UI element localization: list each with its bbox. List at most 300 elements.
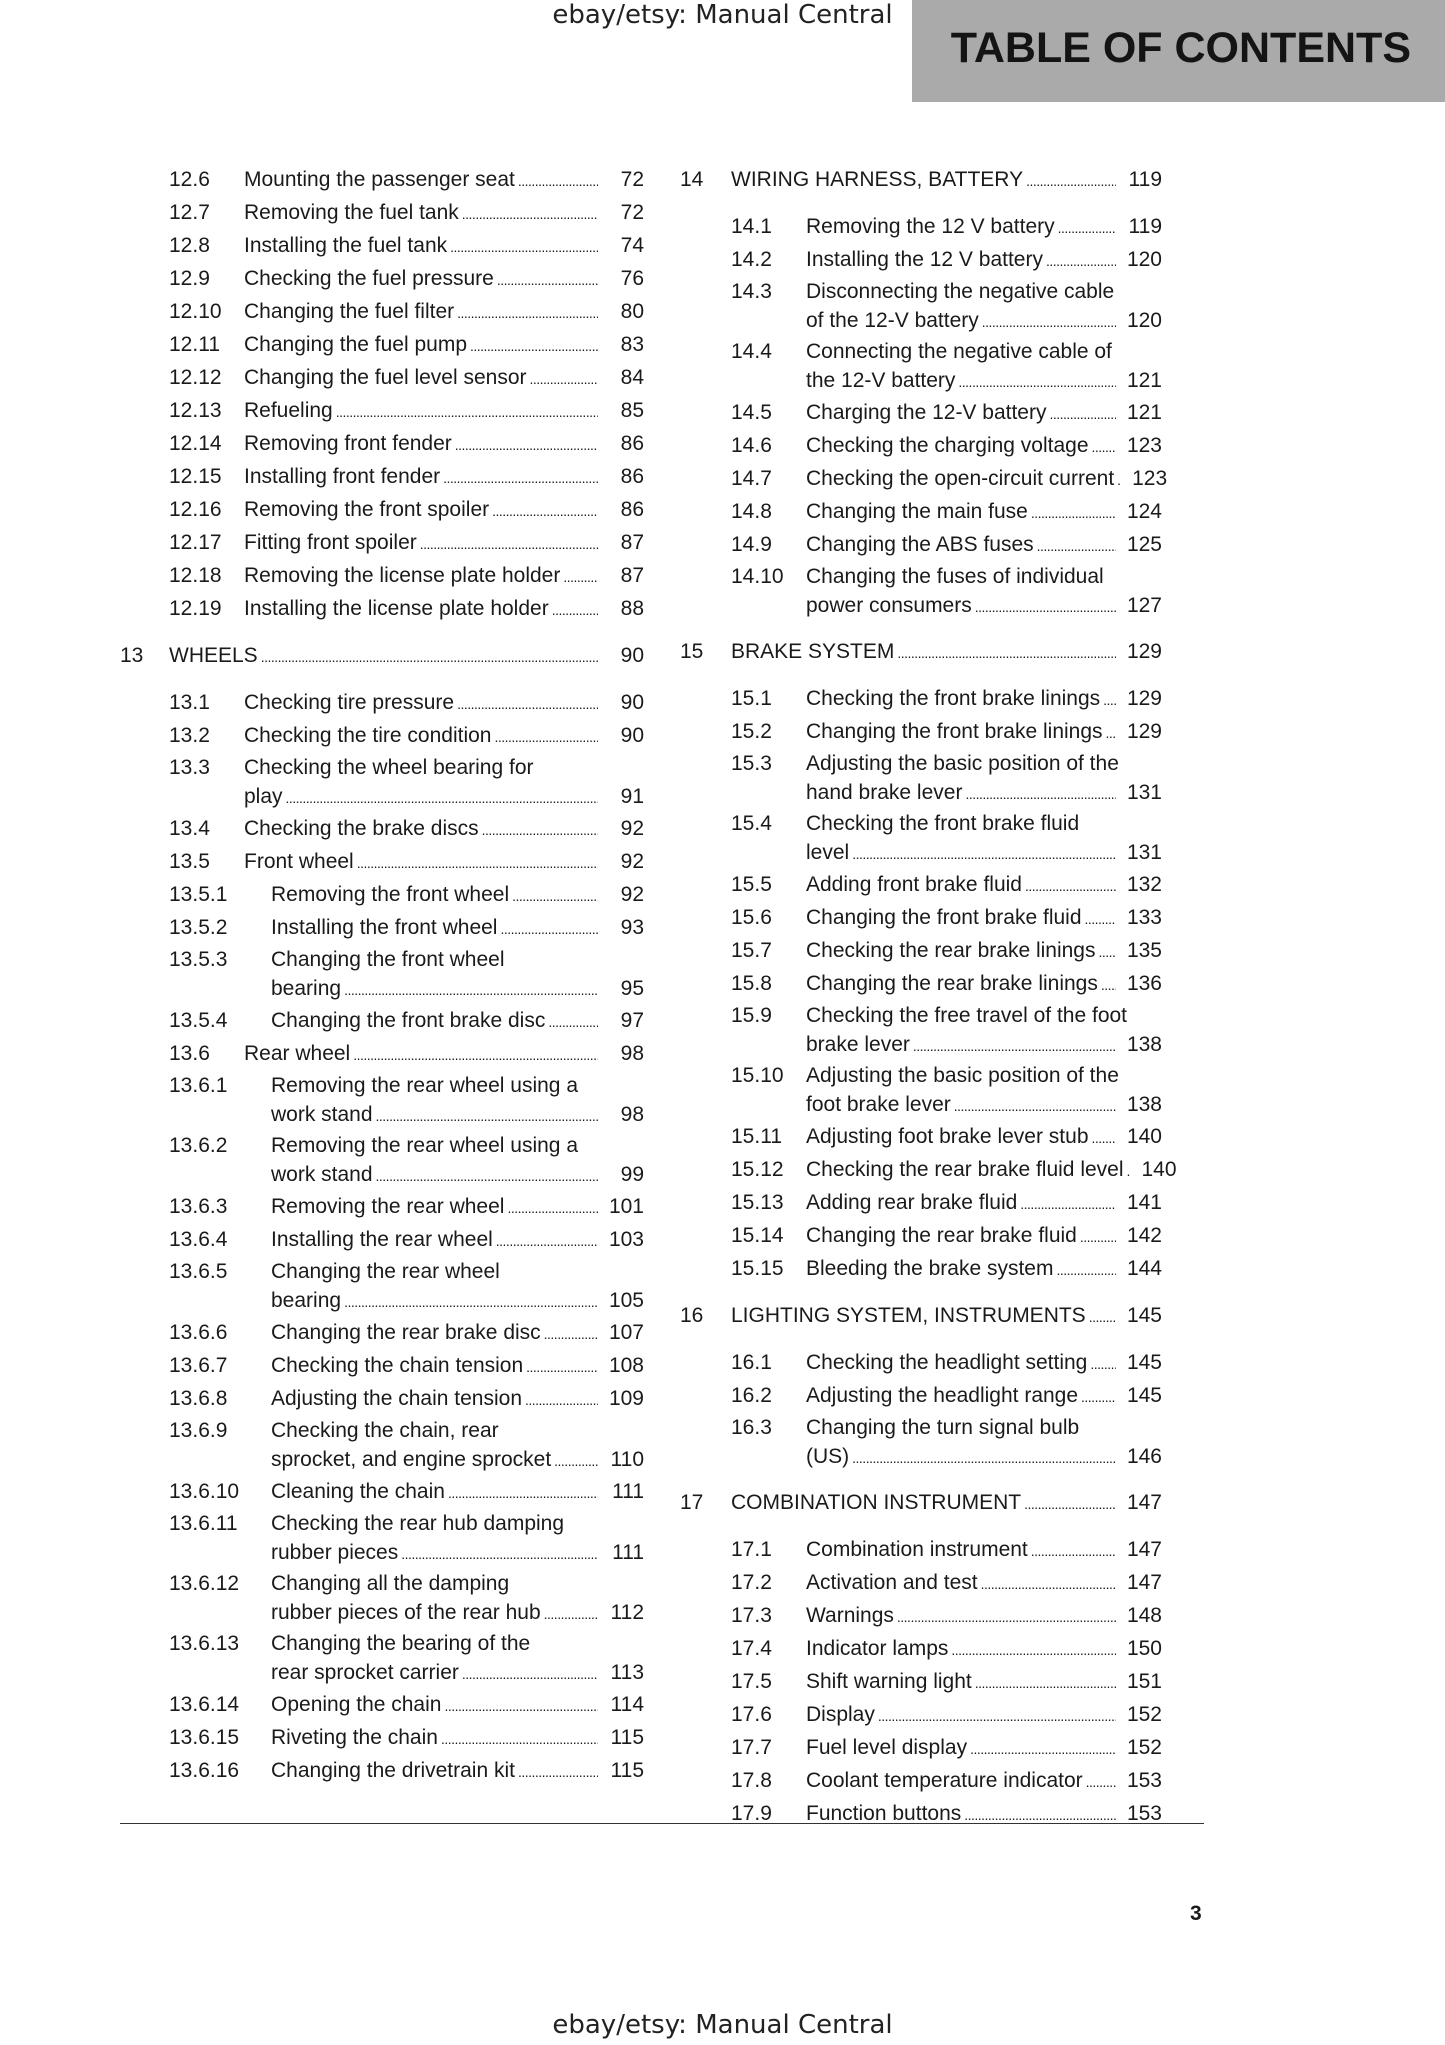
toc-section-entry[interactable]	[680, 397, 1162, 430]
entry-number: 13.5.1	[169, 883, 228, 906]
dot-leader	[261, 640, 598, 673]
dot-leader	[1117, 463, 1121, 496]
entry-page: 110	[610, 1448, 644, 1471]
entry-page: 129	[1126, 720, 1162, 743]
entry-page: 142	[1126, 1224, 1162, 1247]
entry-title: rubber pieces	[271, 1541, 399, 1564]
entry-page: 85	[620, 399, 644, 422]
entry-title: Changing the fuses of individual	[806, 565, 1104, 588]
dot-leader	[448, 1476, 598, 1509]
entry-number: 12.8	[169, 234, 210, 257]
toc-chapter-entry[interactable]	[120, 640, 644, 673]
entry-number: 12.7	[169, 201, 210, 224]
entry-number: 12.19	[169, 597, 222, 620]
dot-leader	[444, 1689, 598, 1722]
entry-title: Mounting the passenger seat	[244, 168, 515, 191]
entry-title: Fitting front spoiler	[244, 531, 417, 554]
toc-section-entry[interactable]	[680, 463, 1168, 496]
toc-section-entry[interactable]	[680, 211, 1162, 244]
entry-title: Opening the chain	[271, 1693, 442, 1716]
dot-leader	[1058, 211, 1116, 244]
dot-leader	[1103, 683, 1116, 716]
entry-page: 115	[610, 1726, 644, 1749]
toc-section-entry[interactable]	[680, 1413, 1162, 1473]
entry-title: Adjusting foot brake lever stub	[806, 1125, 1089, 1148]
entry-page: 146	[1126, 1445, 1162, 1468]
dot-leader	[1049, 397, 1116, 430]
entry-title: brake lever	[806, 1033, 910, 1056]
toc-section-entry[interactable]	[120, 720, 644, 753]
toc-section-entry[interactable]	[120, 329, 644, 362]
entry-number: 16	[680, 1304, 704, 1327]
entry-page: 72	[620, 168, 644, 191]
entry-number: 13.3	[169, 756, 210, 779]
entry-title: Adjusting the basic position of the	[806, 752, 1119, 775]
toc-section-entry[interactable]	[680, 244, 1162, 277]
entry-number: 15.4	[731, 812, 772, 835]
toc-chapter-entry[interactable]	[680, 164, 1162, 197]
entry-page: 123	[1126, 434, 1162, 457]
entry-page: 147	[1126, 1571, 1162, 1594]
dot-leader	[552, 593, 598, 626]
entry-page: 111	[612, 1541, 644, 1564]
entry-number: 17.9	[731, 1802, 772, 1825]
entry-number: 14	[680, 168, 704, 191]
entry-number: 13.6	[169, 1042, 210, 1065]
entry-title: BRAKE SYSTEM	[731, 640, 895, 663]
entry-number: 17.8	[731, 1769, 772, 1792]
entry-title: Checking the fuel pressure	[244, 267, 494, 290]
dot-leader	[975, 591, 1116, 622]
dot-leader	[964, 1798, 1116, 1831]
dot-leader	[975, 1666, 1116, 1699]
toc-section-entry[interactable]	[120, 1191, 644, 1224]
dot-leader	[1106, 716, 1116, 749]
entry-number: 15.13	[731, 1191, 784, 1214]
entry-number: 14.7	[731, 467, 772, 490]
toc-section-entry[interactable]	[120, 846, 644, 879]
entry-page: 93	[620, 916, 644, 939]
entry-page: 88	[620, 597, 644, 620]
entry-page: 131	[1126, 841, 1162, 864]
entry-page: 86	[620, 432, 644, 455]
entry-title: Changing the rear brake disc	[271, 1321, 541, 1344]
entry-number: 13.6.12	[169, 1572, 240, 1595]
toc-section-entry[interactable]	[120, 527, 644, 560]
dot-leader	[1031, 496, 1116, 529]
entry-number: 15.10	[731, 1064, 784, 1087]
entry-title: Changing the fuel level sensor	[244, 366, 527, 389]
entry-number: 15.1	[731, 687, 772, 710]
dot-leader	[462, 1658, 598, 1689]
entry-number: 13.6.7	[169, 1354, 228, 1377]
dot-leader	[958, 366, 1116, 397]
entry-page: 138	[1126, 1033, 1162, 1056]
entry-number: 12.10	[169, 300, 222, 323]
toc-section-entry[interactable]	[120, 1755, 644, 1788]
toc-section-entry[interactable]	[120, 1722, 644, 1755]
entry-page: 135	[1126, 939, 1162, 962]
toc-section-entry[interactable]	[120, 753, 644, 813]
toc-section-entry[interactable]	[680, 902, 1162, 935]
entry-page: 107	[608, 1321, 644, 1344]
dot-leader	[563, 560, 598, 593]
dot-leader	[336, 395, 598, 428]
entry-page: 121	[1126, 401, 1162, 424]
toc-section-entry[interactable]	[680, 1380, 1162, 1413]
dot-leader	[457, 296, 598, 329]
toc-section-entry[interactable]	[120, 560, 644, 593]
dot-leader	[1026, 164, 1116, 197]
dot-leader	[1092, 430, 1116, 463]
toc-section-entry[interactable]	[680, 496, 1162, 529]
toc-section-entry[interactable]	[120, 461, 644, 494]
toc-section-entry[interactable]	[680, 683, 1162, 716]
toc-section-entry[interactable]	[120, 230, 644, 263]
entry-number: 13.6.14	[169, 1693, 240, 1716]
dot-leader	[357, 846, 598, 879]
dot-leader	[1037, 529, 1116, 562]
dot-leader	[951, 1633, 1116, 1666]
entry-title: Removing the front wheel	[271, 883, 510, 906]
toc-section-entry[interactable]	[120, 1005, 644, 1038]
entry-title: Activation and test	[806, 1571, 978, 1594]
toc-section-entry[interactable]	[120, 1476, 644, 1509]
toc-section-entry[interactable]	[680, 562, 1162, 622]
entry-number: 12.11	[169, 333, 220, 356]
entry-number: 12.15	[169, 465, 222, 488]
entry-number: 17.1	[731, 1538, 772, 1561]
entry-number: 12.14	[169, 432, 222, 455]
entry-title: Removing the rear wheel using a	[271, 1134, 579, 1157]
entry-title: Cleaning the chain	[271, 1480, 445, 1503]
entry-title: Changing the rear brake linings	[806, 972, 1098, 995]
dot-leader	[913, 1030, 1116, 1061]
entry-page: 120	[1126, 248, 1162, 271]
entry-number: 14.6	[731, 434, 772, 457]
toc-section-entry[interactable]	[680, 337, 1162, 397]
entry-page: 98	[620, 1103, 644, 1126]
entry-page: 112	[610, 1601, 644, 1624]
dot-leader	[1127, 1154, 1131, 1187]
entry-number: 14.1	[731, 215, 772, 238]
toc-left-column	[120, 164, 644, 1788]
dot-leader	[1046, 244, 1116, 277]
entry-title: Changing the main fuse	[806, 500, 1028, 523]
toc-section-entry[interactable]	[120, 1509, 644, 1569]
toc-section-entry[interactable]	[120, 593, 644, 626]
dot-leader	[1099, 935, 1117, 968]
dot-leader	[507, 1191, 598, 1224]
entry-page: 111	[612, 1480, 644, 1503]
toc-section-entry[interactable]	[680, 1253, 1162, 1286]
entry-title: Disconnecting the negative cable	[806, 280, 1115, 303]
entry-page: 87	[620, 564, 644, 587]
entry-number: 14.10	[731, 565, 784, 588]
entry-number: 15.11	[731, 1125, 782, 1148]
entry-page: 124	[1126, 500, 1162, 523]
entry-page: 72	[620, 201, 644, 224]
entry-number: 13.6.11	[169, 1512, 238, 1535]
entry-page: 99	[620, 1163, 644, 1186]
entry-title: Combination instrument	[806, 1538, 1028, 1561]
toc-chapter-entry[interactable]	[680, 636, 1162, 669]
toc-section-entry[interactable]	[680, 277, 1162, 337]
dot-leader	[548, 1005, 598, 1038]
toc-section-entry[interactable]	[680, 1534, 1162, 1567]
page-title: TABLE OF CONTENTS	[950, 24, 1411, 72]
toc-section-entry[interactable]	[120, 263, 644, 296]
toc-section-entry[interactable]	[120, 687, 644, 720]
toc-section-entry[interactable]	[680, 968, 1162, 1001]
entry-number: 12.17	[169, 531, 222, 554]
toc-section-entry[interactable]	[120, 164, 644, 197]
entry-title: Refueling	[244, 399, 333, 422]
entry-title: Checking the chain, rear	[271, 1419, 499, 1442]
toc-section-entry[interactable]	[680, 1187, 1162, 1220]
toc-chapter-entry[interactable]	[680, 1300, 1162, 1333]
toc-section-entry[interactable]	[120, 494, 644, 527]
dot-leader	[344, 1286, 598, 1317]
dot-leader	[544, 1317, 598, 1350]
dot-leader	[470, 329, 598, 362]
dot-leader	[1086, 1765, 1116, 1798]
entry-number: 13.6.8	[169, 1387, 228, 1410]
entry-title: Installing the front wheel	[271, 916, 498, 939]
entry-page: 132	[1126, 873, 1162, 896]
watermark-top: ebay/etsy: Manual Central	[552, 0, 893, 30]
toc-section-entry[interactable]	[120, 879, 644, 912]
toc-section-entry[interactable]	[680, 1765, 1162, 1798]
dot-leader	[526, 1350, 598, 1383]
entry-page: 108	[608, 1354, 644, 1377]
entry-title: COMBINATION INSTRUMENT	[731, 1491, 1022, 1514]
entry-page: 133	[1126, 906, 1162, 929]
toc-section-entry[interactable]	[120, 912, 644, 945]
toc-section-entry[interactable]	[120, 1689, 644, 1722]
entry-page: 90	[620, 644, 644, 667]
toc-section-entry[interactable]	[680, 749, 1162, 809]
entry-title: Changing the fuel pump	[244, 333, 467, 356]
entry-title: Installing the 12 V battery	[806, 248, 1043, 271]
entry-title: Function buttons	[806, 1802, 962, 1825]
toc-section-entry[interactable]	[680, 1600, 1162, 1633]
entry-title: Rear wheel	[244, 1042, 351, 1065]
entry-title: (US)	[806, 1445, 850, 1468]
entry-title: Changing the front wheel	[271, 948, 505, 971]
toc-section-entry[interactable]	[120, 1629, 644, 1689]
entry-page: 105	[608, 1289, 644, 1312]
dot-leader	[1090, 1347, 1116, 1380]
entry-page: 131	[1126, 781, 1162, 804]
entry-title: Removing the front spoiler	[244, 498, 490, 521]
dot-leader	[401, 1538, 598, 1569]
dot-leader	[518, 164, 598, 197]
dot-leader	[1031, 1534, 1116, 1567]
entry-page: 95	[620, 977, 644, 1000]
entry-page: 90	[620, 691, 644, 714]
entry-title: play	[244, 785, 283, 808]
entry-page: 113	[610, 1661, 644, 1684]
entry-page: 120	[1126, 309, 1162, 332]
toc-section-entry[interactable]	[680, 1001, 1162, 1061]
entry-title: Installing front fender	[244, 465, 441, 488]
entry-number: 12.6	[169, 168, 210, 191]
toc-section-entry[interactable]	[120, 1383, 644, 1416]
entry-number: 13.2	[169, 724, 210, 747]
entry-page: 80	[620, 300, 644, 323]
entry-title: Installing the license plate holder	[244, 597, 549, 620]
toc-section-entry[interactable]	[680, 529, 1162, 562]
entry-page: 76	[620, 267, 644, 290]
entry-page: 115	[610, 1759, 644, 1782]
dot-leader	[450, 230, 598, 263]
entry-page: 140	[1141, 1158, 1177, 1181]
entry-title: Shift warning light	[806, 1670, 972, 1693]
entry-page: 92	[620, 850, 644, 873]
toc-section-entry[interactable]	[680, 430, 1162, 463]
dot-leader	[441, 1722, 598, 1755]
entry-page: 101	[608, 1195, 644, 1218]
dot-leader	[852, 838, 1116, 869]
entry-title: Changing the front brake disc	[271, 1009, 546, 1032]
toc-section-entry[interactable]	[680, 1633, 1162, 1666]
toc-section-entry[interactable]	[120, 945, 644, 1005]
entry-title: Checking the rear brake linings	[806, 939, 1096, 962]
entry-number: 13.5.3	[169, 948, 228, 971]
entry-title: Checking the tire condition	[244, 724, 492, 747]
entry-page: 145	[1126, 1351, 1162, 1374]
entry-page: 74	[620, 234, 644, 257]
entry-number: 15.2	[731, 720, 772, 743]
entry-number: 15	[680, 640, 704, 663]
entry-title: Removing the license plate holder	[244, 564, 561, 587]
toc-section-entry[interactable]	[680, 809, 1162, 869]
toc-section-entry[interactable]	[120, 1569, 644, 1629]
entry-number: 15.3	[731, 752, 772, 775]
toc-section-entry[interactable]	[120, 1317, 644, 1350]
toc-section-entry[interactable]	[120, 813, 644, 846]
toc-section-entry[interactable]	[680, 1154, 1177, 1187]
dot-leader	[1085, 902, 1116, 935]
entry-number: 17.7	[731, 1736, 772, 1759]
toc-section-entry[interactable]	[680, 1567, 1162, 1600]
entry-page: 141	[1126, 1191, 1162, 1214]
entry-title: hand brake lever	[806, 781, 963, 804]
entry-title: Checking the front brake linings	[806, 687, 1101, 710]
entry-title: Checking the free travel of the foot	[806, 1004, 1128, 1027]
entry-page: 84	[620, 366, 644, 389]
entry-title: Warnings	[806, 1604, 894, 1627]
entry-page: 123	[1132, 467, 1168, 490]
dot-leader	[455, 428, 598, 461]
toc-section-entry[interactable]	[680, 1121, 1162, 1154]
toc-section-entry[interactable]	[120, 1350, 644, 1383]
toc-chapter-entry[interactable]	[680, 1487, 1162, 1520]
toc-section-entry[interactable]	[680, 869, 1162, 902]
entry-title: Changing the fuel filter	[244, 300, 455, 323]
toc-section-entry[interactable]	[680, 1798, 1162, 1831]
entry-title: Adding front brake fluid	[806, 873, 1022, 896]
toc-section-entry[interactable]	[120, 1131, 644, 1191]
entry-page: 145	[1126, 1384, 1162, 1407]
entry-page: 152	[1126, 1736, 1162, 1759]
entry-title: work stand	[271, 1103, 373, 1126]
entry-title: Removing the 12 V battery	[806, 215, 1055, 238]
entry-page: 90	[620, 724, 644, 747]
entry-title: Checking the brake discs	[244, 817, 479, 840]
toc-section-entry[interactable]	[120, 428, 644, 461]
toc-section-entry[interactable]	[120, 362, 644, 395]
entry-number: 13.6.9	[169, 1419, 228, 1442]
entry-number: 16.1	[731, 1351, 772, 1374]
entry-number: 15.15	[731, 1257, 784, 1280]
dot-leader	[353, 1038, 598, 1071]
toc-section-entry[interactable]	[120, 395, 644, 428]
entry-number: 15.14	[731, 1224, 784, 1247]
entry-number: 17.5	[731, 1670, 772, 1693]
entry-page: 151	[1126, 1670, 1162, 1693]
entry-title: bearing	[271, 1289, 342, 1312]
entry-page: 119	[1128, 168, 1162, 191]
entry-page: 97	[620, 1009, 644, 1032]
entry-title: level	[806, 841, 850, 864]
entry-page: 92	[620, 817, 644, 840]
entry-number: 14.8	[731, 500, 772, 523]
entry-number: 12.18	[169, 564, 222, 587]
entry-number: 13.4	[169, 817, 210, 840]
toc-section-entry[interactable]	[680, 1699, 1162, 1732]
toc-section-entry[interactable]	[680, 1061, 1162, 1121]
dot-leader	[897, 1600, 1116, 1633]
entry-number: 13	[120, 644, 144, 667]
toc-section-entry[interactable]	[680, 1347, 1162, 1380]
toc-section-entry[interactable]	[120, 296, 644, 329]
entry-title: Removing the fuel tank	[244, 201, 459, 224]
toc-section-entry[interactable]	[120, 1257, 644, 1317]
dot-leader	[482, 813, 598, 846]
entry-title: Removing front fender	[244, 432, 452, 455]
toc-section-entry[interactable]	[680, 1666, 1162, 1699]
entry-title: Checking the charging voltage	[806, 434, 1089, 457]
entry-number: 13.5.4	[169, 1009, 228, 1032]
entry-number: 17.6	[731, 1703, 772, 1726]
toc-section-entry[interactable]	[680, 716, 1162, 749]
toc-section-entry[interactable]	[120, 197, 644, 230]
entry-page: 147	[1126, 1491, 1162, 1514]
toc-section-entry[interactable]	[120, 1224, 644, 1257]
entry-title: Changing the front brake fluid	[806, 906, 1082, 929]
entry-title: Adjusting the headlight range	[806, 1384, 1079, 1407]
entry-page: 144	[1126, 1257, 1162, 1280]
dot-leader	[897, 636, 1116, 669]
toc-section-entry[interactable]	[680, 1732, 1162, 1765]
dot-leader	[981, 1567, 1116, 1600]
dot-leader	[1089, 1300, 1116, 1333]
toc-section-entry[interactable]	[120, 1038, 644, 1071]
entry-number: 15.7	[731, 939, 772, 962]
toc-section-entry[interactable]	[120, 1071, 644, 1131]
toc-right-column	[680, 164, 1177, 1831]
entry-number: 15.5	[731, 873, 772, 896]
entry-page: 87	[620, 531, 644, 554]
dot-leader	[462, 197, 598, 230]
dot-leader	[1081, 1380, 1116, 1413]
toc-section-entry[interactable]	[680, 935, 1162, 968]
toc-section-entry[interactable]	[120, 1416, 644, 1476]
dot-leader	[544, 1598, 598, 1629]
toc-section-entry[interactable]	[680, 1220, 1162, 1253]
